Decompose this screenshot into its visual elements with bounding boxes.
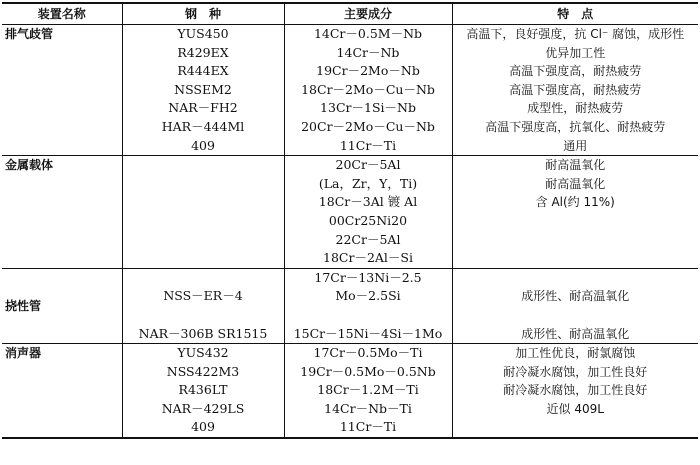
composition: 18Cr－2Mo－Cu－Nb	[301, 81, 435, 97]
steel-grade-cell	[122, 268, 284, 343]
feature: 耐冷凝水腐蚀，加工性良好	[503, 383, 648, 398]
header-device-name: 装置名称	[2, 3, 122, 25]
feature: 耐高温氧化	[545, 176, 606, 191]
steel-grade: 409	[191, 137, 215, 153]
device-name: 金属载体	[5, 158, 54, 173]
steel-grade: HAR－444Ml	[161, 118, 245, 134]
steel-grade: NSS－ER－4	[163, 288, 243, 304]
steel-grade	[126, 269, 281, 288]
feature	[456, 231, 696, 250]
composition: Mo－2.5Si	[335, 288, 401, 304]
composition-cell	[284, 156, 452, 269]
composition: 20Cr－2Mo－Cu－Nb	[301, 118, 435, 134]
device-name: 挠性管	[5, 298, 42, 313]
composition: 18Cr－3Al 镀 Al	[318, 194, 418, 210]
header-main-composition: 主要成分	[284, 3, 452, 25]
composition: 14Cr－Nb－Ti	[324, 400, 412, 416]
exhaust-steel-table	[2, 2, 698, 439]
steel-grade	[126, 175, 281, 194]
feature-cell	[452, 344, 698, 438]
composition: 18Cr－2Al－Si	[323, 250, 413, 266]
feature: 含 Al(约 11%)	[535, 195, 615, 210]
header-row	[2, 3, 698, 25]
table-row	[2, 344, 698, 438]
material-table-container	[2, 2, 698, 463]
steel-grade: YUS450	[177, 26, 229, 41]
feature: 高温下强度高，抗氧化、耐热疲劳	[485, 119, 666, 134]
steel-grade: NAR－306B SR1515	[138, 325, 268, 341]
feature	[456, 249, 696, 268]
composition: 19Cr－2Mo－Nb	[316, 63, 420, 79]
steel-grade: NAR－429LS	[161, 400, 245, 416]
feature	[456, 418, 696, 437]
feature: 高温下强度高，耐热疲劳	[509, 82, 642, 97]
steel-grade: NSS422M3	[166, 363, 240, 379]
composition: 11Cr－Ti	[339, 419, 397, 435]
composition-cell	[284, 25, 452, 156]
steel-grade: R444EX	[177, 63, 229, 79]
steel-grade	[126, 231, 281, 250]
composition: 14Cr－0.5M－Nb	[313, 26, 423, 41]
feature: 近似 409L	[546, 401, 604, 416]
feature: 成形性、耐高温氧化	[521, 326, 630, 341]
steel-grade	[126, 249, 281, 268]
header-steel-grade: 钢 种	[122, 3, 284, 25]
feature: 高温下，良好强度，抗 Cl⁻ 腐蚀，成形性	[466, 27, 685, 41]
composition-cell	[284, 344, 452, 438]
table-row	[2, 25, 698, 156]
feature: 耐高温氧化	[545, 158, 606, 173]
steel-grade	[126, 306, 281, 325]
steel-grade	[126, 156, 281, 175]
feature-cell	[452, 268, 698, 343]
steel-grade	[126, 212, 281, 231]
feature-cell	[452, 25, 698, 156]
feature: 加工性优良，耐氯腐蚀	[515, 346, 636, 361]
composition	[288, 306, 449, 325]
composition: 18Cr－1.2M－Ti	[317, 382, 419, 398]
composition: 14Cr－Nb	[336, 44, 400, 60]
composition: 13Cr－1Si－Nb	[320, 100, 416, 116]
composition: 20Cr－5Al	[335, 157, 401, 173]
steel-grade: 409	[191, 419, 215, 435]
composition: 15Cr－15Ni－4Si－1Mo	[293, 325, 443, 341]
composition-cell	[284, 268, 452, 343]
feature: 成形性、耐高温氧化	[521, 289, 630, 304]
group-metal-substrate	[2, 156, 698, 269]
device-name: 消声器	[5, 346, 42, 361]
steel-grade: NSSEM2	[174, 81, 232, 97]
steel-grade: YUS432	[177, 345, 229, 361]
composition: 17Cr－0.5Mo－Ti	[313, 345, 423, 361]
composition: 22Cr－5Al	[335, 231, 401, 247]
composition: 17Cr－13Ni－2.5	[314, 269, 422, 285]
feature	[456, 306, 696, 325]
feature	[456, 269, 696, 288]
steel-grade	[126, 193, 281, 212]
group-muffler	[2, 344, 698, 438]
group-flexible-pipe	[2, 268, 698, 343]
feature: 优异加工性	[545, 45, 606, 60]
composition: (La，Zr，Y，Ti)	[318, 175, 418, 191]
steel-grade: R429EX	[177, 44, 229, 60]
feature	[456, 212, 696, 231]
table-row	[2, 268, 698, 343]
steel-grade-cell	[122, 344, 284, 438]
feature: 成型性，耐热疲劳	[527, 101, 624, 116]
composition: 19Cr－0.5Mo－0.5Nb	[300, 363, 436, 379]
header-features: 特 点	[452, 3, 698, 25]
composition: 00Cr25Ni20	[328, 212, 408, 228]
steel-grade: R436LT	[178, 382, 228, 398]
table-row	[2, 156, 698, 269]
steel-grade-cell	[122, 25, 284, 156]
steel-grade-cell	[122, 156, 284, 269]
feature: 通用	[563, 138, 588, 153]
composition: 11Cr－Ti	[339, 137, 397, 153]
steel-grade: NAR－FH2	[168, 100, 238, 116]
feature-cell	[452, 156, 698, 269]
feature: 高温下强度高，耐热疲劳	[509, 64, 642, 79]
feature: 耐冷凝水腐蚀，加工性良好	[503, 364, 648, 379]
device-name: 排气歧管	[5, 27, 54, 41]
group-exhaust-manifold	[2, 25, 698, 156]
